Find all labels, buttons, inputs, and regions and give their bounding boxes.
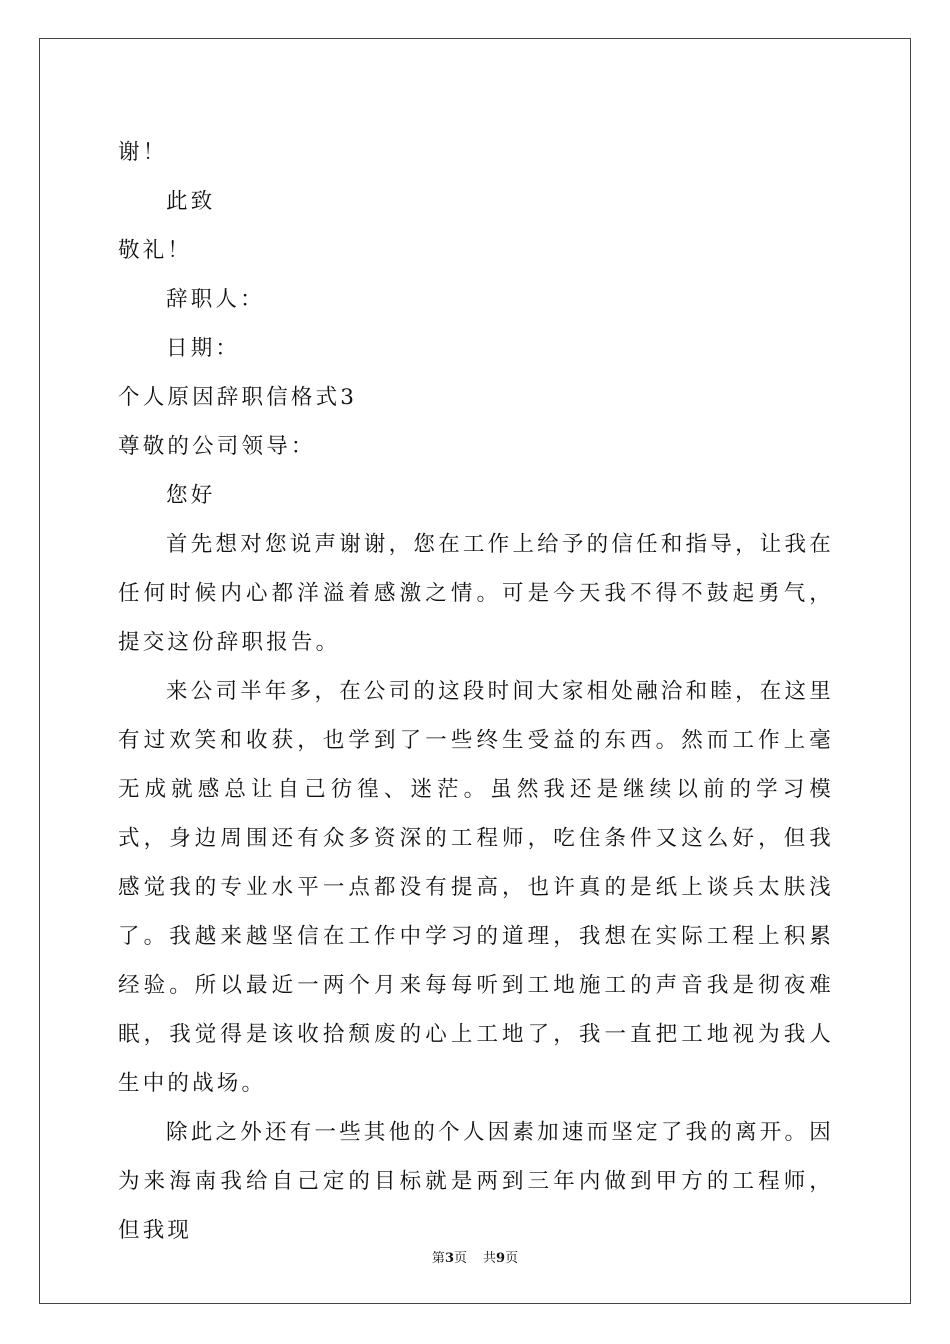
- date-line: 日期：: [166, 336, 241, 361]
- page-prefix: 第: [431, 1251, 445, 1266]
- total-prefix: 共: [483, 1251, 497, 1266]
- regards-line: 敬礼！: [118, 238, 193, 263]
- document-body: [118, 128, 834, 1255]
- closing-thanks-line: 谢！: [118, 140, 168, 165]
- total-suffix: 页: [505, 1251, 519, 1266]
- page-suffix: 页: [453, 1251, 467, 1266]
- greeting-line: 您好: [166, 483, 216, 508]
- total-pages: 9: [496, 1251, 506, 1266]
- section-heading: 个人原因辞职信格式3: [118, 385, 358, 410]
- body-paragraph: 来公司半年多，在公司的这段时间大家相处融洽和睦，在这里有过欢笑和收获，也学到了一些终生受益的东西。然而工作上毫无成就感总让自己彷徨、迷茫。虽然我还是继续以前的学习模式，身边周围还有众多资深的工程师，吃住条件又这么好，但我感觉我的专业水平一点都没有提高，也许真的是纸上谈兵太肤浅了。我越来越坚信在工作中学习的道理，我想在实际工程上积累经验。所以最近一两个月来每每听到工地施工的声音我是彻夜难眠，我觉得是该收拾颓废的心上工地了，我一直把工地视为我人生中的战场。: [118, 679, 834, 1096]
- addressee-line: 尊敬的公司领导：: [118, 434, 316, 459]
- page-footer: [0, 1247, 950, 1266]
- body-paragraph: 首先想对您说声谢谢，您在工作上给予的信任和指导，让我在任何时候内心都洋溢着感激之情。可是今天我不得不鼓起勇气，提交这份辞职报告。: [118, 532, 834, 655]
- page-number: 3: [444, 1251, 454, 1266]
- body-paragraph: 除此之外还有一些其他的个人因素加速而坚定了我的离开。因为来海南我给自己定的目标就是两到三年内做到甲方的工程师，但我现: [118, 1120, 834, 1243]
- salutation-line: 此致: [166, 189, 216, 214]
- signatory-line: 辞职人：: [166, 287, 265, 312]
